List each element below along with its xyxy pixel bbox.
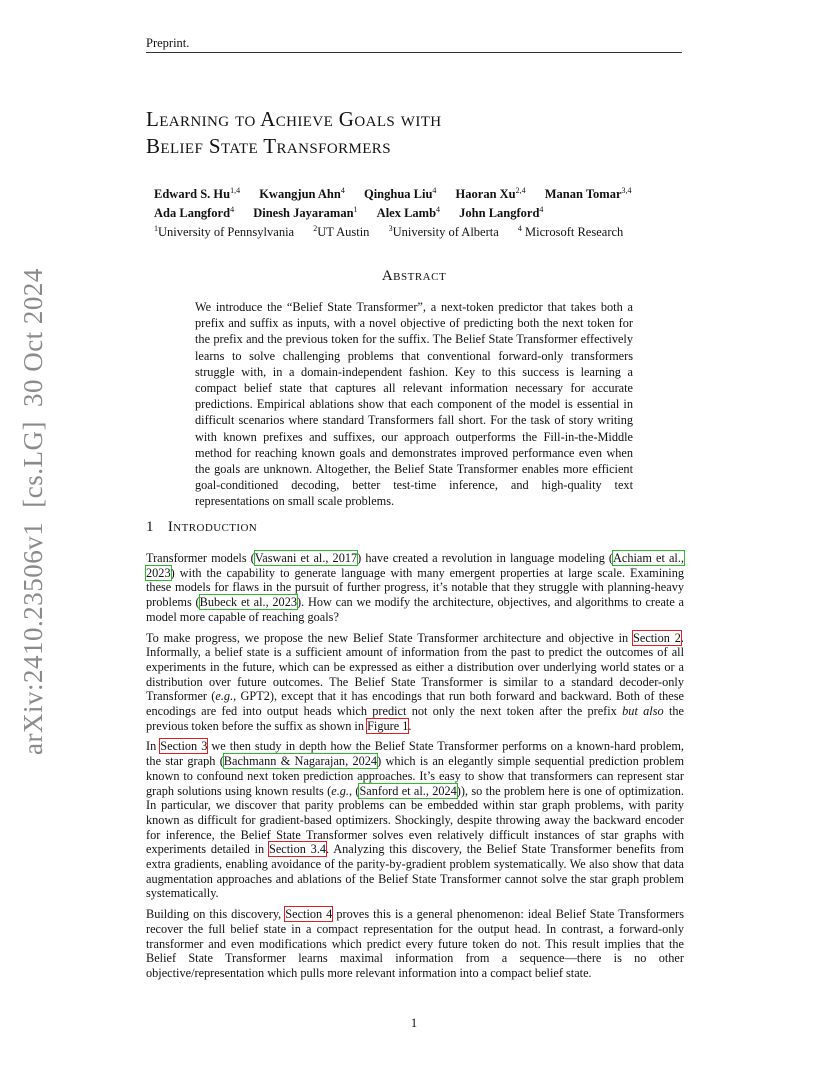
title-line-2: Belief State Transformers bbox=[146, 134, 391, 158]
section-ref-link[interactable]: Section 2 bbox=[633, 630, 681, 645]
arxiv-date: 30 Oct 2024 bbox=[18, 268, 48, 408]
title-line-1: Learning to Achieve Goals with bbox=[146, 107, 442, 131]
author: Dinesh Jayaraman$^1$ bbox=[253, 205, 358, 221]
citation-link[interactable]: Achiam et al., 2023 bbox=[146, 551, 684, 580]
arxiv-category: [cs.LG] bbox=[18, 421, 48, 508]
author-block bbox=[154, 183, 694, 240]
author-row-2 bbox=[154, 202, 694, 221]
header-rule bbox=[146, 52, 682, 53]
author: Manan Tomar$^{3,4}$ bbox=[544, 186, 632, 202]
citation-link[interactable]: Sanford et al., 2024 bbox=[359, 783, 457, 798]
author: Edward S. Hu$^{1,4}$ bbox=[154, 186, 241, 202]
author-row-1 bbox=[154, 183, 694, 202]
author: John Langford$^4$ bbox=[459, 205, 544, 221]
affiliation: $^2$UT Austin bbox=[313, 224, 370, 240]
author: Kwangjun Ahn$^4$ bbox=[259, 186, 345, 202]
section-number: 1 bbox=[146, 519, 154, 535]
section-title: Introduction bbox=[167, 519, 258, 535]
author: Ada Langford$^4$ bbox=[154, 205, 235, 221]
introduction-body bbox=[146, 551, 684, 987]
affiliation: $^1$University of Pennsylvania bbox=[154, 224, 295, 240]
author: Alex Lamb$^4$ bbox=[376, 205, 441, 221]
section-heading bbox=[146, 519, 257, 536]
affiliation: $^4$ Microsoft Research bbox=[517, 224, 624, 240]
section-ref-link[interactable]: Section 4 bbox=[285, 907, 333, 922]
author: Qinghua Liu$^4$ bbox=[363, 186, 437, 202]
figure-ref-link[interactable]: Figure 1 bbox=[367, 718, 409, 733]
paper-title bbox=[146, 106, 686, 160]
abstract-text: We introduce the “Belief State Transformer”, a next-token predictor that takes both a prefix and suffix as inputs, with a novel objective of predicting both the next token for the prefix and the previous token for the suffix. The Belief State Transformer effectively learns to solve challenging problems that conventional forward-only transformers struggle with, in a domain-independent fashion. Key to this success is learning a compact belief state that captures all relevant information necessary for accurate predictions. Empirical ablations show that each component of the model is essential in difficult scenarios where standard Transformers fall short. For the task of story writing with known prefixes and suffixes, our approach outperforms the Fill-in-the-Middle method for reaching known goals and demonstrates improved performance even when the goals are unknown. Altogether, the Belief State Transformer enables more efficient goal-conditioned decoding, better test-time inference, and high-quality text representations on small scale problems. bbox=[195, 300, 633, 509]
arxiv-id: arXiv:2410.23506v1 bbox=[18, 521, 48, 755]
citation-link[interactable]: Bubeck et al., 2023 bbox=[199, 595, 298, 610]
citation-link[interactable]: Bachmann & Nagarajan, 2024 bbox=[223, 754, 378, 769]
citation-link[interactable]: Vaswani et al., 2017 bbox=[254, 551, 358, 565]
arxiv-side-label bbox=[18, 254, 49, 755]
paragraph: Transformer models (Vaswani et al., 2017) have created a revolution in language modeling (Achiam et al., 2023) with the capability to generate language with many emergent properties at large scale. Examining these models for flaws in the pursuit of further progress, it’s notable that they struggle with planning-heavy problems (Bubeck et al., 2023). How can we modify the architecture, objectives, and algorithms to create a model more capable of reaching goals? bbox=[146, 551, 685, 624]
author: Haoran Xu$^{2,4}$ bbox=[455, 186, 526, 202]
section-ref-link[interactable]: Section 3.4 bbox=[268, 842, 327, 857]
paragraph: Building on this discovery, Section 4 proves this is a general phenomenon: ideal Belief State Transformers recover the full belief state in a compact representation for the output head. In contrast, a forward-only transformer and even modifications which predict every future token do not. This result implies that the Belief State Transformer learns maximal information from a sequence—there is no other objective/representation which pulls more relevant information into a compact belief state. bbox=[146, 907, 684, 980]
running-header: Preprint. bbox=[146, 36, 190, 50]
affiliation: $^3$University of Alberta bbox=[388, 224, 499, 240]
page-number: 1 bbox=[410, 1016, 418, 1030]
affiliations bbox=[154, 221, 694, 240]
section-ref-link[interactable]: Section 3 bbox=[160, 739, 208, 754]
paragraph: In Section 3 we then study in depth how the Belief State Transformer performs on a known-hard problem, the star graph (Bachmann & Nagarajan, 2024) which is an elegantly simple sequential prediction problem known to confound next token prediction approaches. It’s easy to show that transformers can represent star graph solutions using known results (e.g., (Sanford et al., 2024)), so the problem here is one of optimization. In particular, we discover that parity problems can be embedded within star graph problems, with parity known as difficult for gradient-based optimizers. Shockingly, despite throwing away the backward encoder for inference, the Belief State Transformer solves even relatively difficult instances of star graphs with experiments detailed in Section 3.4. Analyzing this discovery, the Belief State Transformer benefits from extra gradients, enabling avoidance of the parity-by-gradient problem systematically. We also show that data augmentation approaches and ablations of the Belief State Transformer cannot solve the star graph problem systematically. bbox=[146, 739, 685, 901]
abstract-heading: Abstract bbox=[381, 268, 447, 284]
paragraph: To make progress, we propose the new Belief State Transformer architecture and objective in Section 2. Informally, a belief state is a sufficient amount of information from the past to predict the outcomes of all experiments in the future, which can be expressed as either a distribution over underlying world states or a distribution over future outcomes. The Belief State Transformer is similar to a standard decoder-only Transformer (e.g., GPT2), except that it has encodings that run both forward and backward. Both of these encodings are fed into output heads which predict not only the next token after the prefix but also the previous token before the suffix as shown in Figure 1. bbox=[146, 630, 684, 733]
